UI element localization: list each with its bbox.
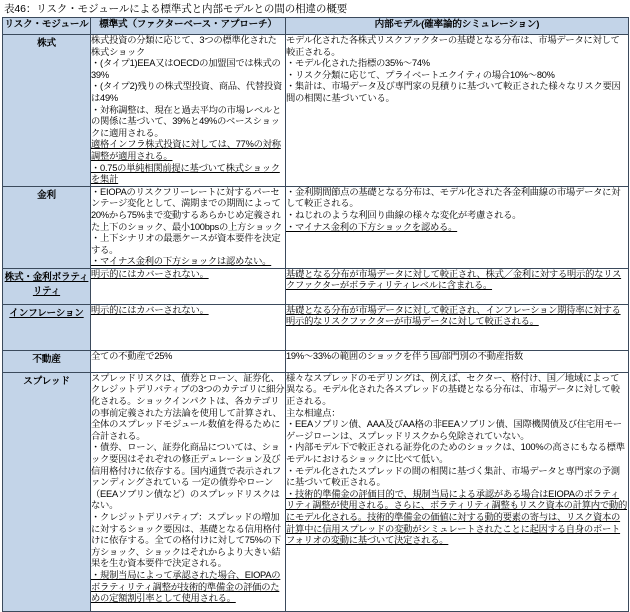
table-row [3, 372, 629, 611]
paragraph: ・マイナス金利の下方ショックを認める。 [286, 221, 458, 232]
risk-module-cell [3, 304, 91, 350]
paragraph: 基礎となる分布が市場データに対して較正され、株式／金利に対する明示的なリスクファクターがボラティリティレベルに含まれる。 [286, 268, 622, 291]
paragraph: ・対称調整は、現在と過去平均の市場レベルとの関係に基づいて、39%と49%のベースショックに適用される。 [91, 104, 281, 138]
paragraph: 19%～33%の範囲のショックを伴う国/部門別の不動産指数 [286, 350, 523, 361]
risk-module-cell [3, 372, 91, 611]
risk-module-cell [3, 186, 91, 268]
paragraph: ・集計は、市場データ及び専門家の見積りに基づいて較正された様々なリスク要因間の相関に基づいている。 [286, 81, 621, 103]
paragraph: ・リスク分類に応じて、プライベートエクイティの場合10%～80% [286, 69, 555, 80]
standard-formula-cell [91, 350, 286, 372]
table-row [3, 304, 629, 350]
header-row [3, 18, 629, 35]
table-row [3, 186, 629, 268]
risk-module-cell [3, 350, 91, 372]
paragraph: 様々なスプレッドのモデリングは、例えば、セクター、格付け、国／地域によって異なる。モデル化された各スプレッドの基礎となる分布は、市場データに対して較正される。 [286, 372, 620, 407]
standard-formula-cell [91, 304, 286, 350]
paragraph: ・クレジットデリバティブ：スプレッドの増加に対するショック要因は、基礎となる信用格付けに依存する。全ての格付けに対して75%の下方ショック、ショックはそれからより大きい結果を生む資本要件で決定される。 [91, 512, 281, 569]
table-body [3, 35, 629, 612]
header-standard-formula: 標準式（ファクターベース・アプローチ） [91, 18, 286, 35]
risk-module-label: 不動産 [32, 353, 61, 365]
header-risk-module: リスク・モジュール [3, 18, 91, 35]
paragraph: ・0.75の単純相関前提に基づいて株式ショックを集計 [91, 162, 280, 185]
paragraph: ・内部モデル下で較正される証券化のためのショックは、100%の高さにもなる標準モデルにおけるショックに比べて低い。 [286, 442, 625, 465]
table-row [3, 350, 629, 372]
paragraph: ・EIOPAのリスクフリーレートに対するパーセンテージ変化として、満期までの期間によって20%から75%まで変動するあらかじめ定義された上下のショック、最小100bpsの上方ショック [91, 186, 283, 232]
paragraph: 主な相違点： [286, 407, 341, 418]
paragraph: 全ての不動産で25% [91, 350, 173, 361]
paragraph: ・EEAソブリン債、AAA及びAA格の非EEAソブリン債、国際機関債及び住宅用モーゲージローンは、スプレッドリスクから免除されていない。 [286, 419, 622, 441]
internal-model-cell [286, 268, 629, 304]
risk-module-label: 株式・金利ボラティリティ [4, 271, 89, 297]
paragraph: 株式投資の分類に応じて、3つの標準化された株式ショック [91, 35, 277, 57]
standard-formula-cell [91, 372, 286, 611]
risk-module-cell [3, 268, 91, 304]
paragraph: ・ねじれのような利回り曲線の様々な変化が考慮される。 [286, 209, 522, 220]
table-row [3, 35, 629, 187]
risk-module-label: 株式 [37, 38, 56, 49]
risk-module-label: 金利 [37, 189, 56, 201]
paragraph: ・(タイプ2)残りの株式型投資、商品、代替投資は49% [91, 81, 283, 103]
paragraph: ・モデル化されたスプレッドの間の相関に基づく集計、市場データと専門家の予測に基づいて較正される。 [286, 465, 620, 488]
paragraph: ・モデル化された指標の35%～74% [286, 58, 430, 69]
standard-formula-cell [91, 268, 286, 304]
paragraph: 明示的にはカバーされない。 [91, 268, 209, 279]
paragraph: モデル化された各株式リスクファクターの基礎となる分布は、市場データに対して較正される。 [286, 35, 620, 57]
paragraph: 明示的にはカバーされない。 [91, 304, 209, 315]
internal-model-cell [286, 35, 629, 187]
table-header [3, 18, 629, 35]
paragraph: ・規制当局によって承認された場合、EIOPAのボラティリティ調整が技術的準備金の評価のための定額割引率として使用される。 [91, 569, 281, 604]
risk-module-cell [3, 35, 91, 187]
header-internal-model: 内部モデル(確率論的シミュレーション) [286, 18, 629, 35]
paragraph: ・(タイプ1)EEA又はOECDの加盟国では株式の39% [91, 58, 281, 80]
internal-model-cell [286, 304, 629, 350]
table-caption: 表46：リスク・モジュールによる標準式と内部モデルとの間の相違の概要 [4, 3, 348, 15]
paragraph: ・マイナス金利の下方ショックは認めない。 [91, 256, 272, 267]
internal-model-cell [286, 372, 629, 611]
paragraph: ・債券、ローン、証券化商品については、ショック要因はそれぞれの修正デュレーション及び信用格付けに依存する。国内通貨で表示されファンディングされている 一定の債券やローン（EEAソブリン債など）のスプレッドリスクはない。 [91, 442, 281, 511]
paragraph: スプレッドリスクは、債券とローン、証券化、クレジットデリバティブの3つのカテゴリに細分化される。ショックインパクトは、各カテゴリの事前定義された方法論を使用して計算され、全体のスプレッドモジュール数値を得るために合計される。 [91, 372, 285, 441]
standard-formula-cell [91, 186, 286, 268]
risk-module-label: インフレーション [9, 307, 84, 319]
internal-model-cell [286, 186, 629, 268]
paragraph: 基礎となる分布が市場データに対して較正され、インフレーション期待率に対する明示的なリスクファクターが市場データに対して較正される。 [286, 304, 621, 327]
standard-formula-cell [91, 35, 286, 187]
table-row [3, 268, 629, 304]
comparison-table [2, 17, 629, 612]
paragraph: 適格インフラ株式投資に対しては、77%の対称調整が適用される。 [91, 139, 281, 161]
paragraph: ・技術的準備金の評価目的で、規制当局による承認がある場合はEIOPAのボラティリティ調整が使用される。さらに、ボラティリティ調整もリスク資本の計算内で動的にモデル化される。技術的準備金の価値に対する動的要素の寄与は、リスク資本の計算中に信用スプレッドの変動がシミュレートされたことに起因する自身のポートフォリオの変動に基づいて決定される。 [286, 488, 627, 546]
paragraph: ・上下シナリオの最悪ケースが資本要件を決定する。 [91, 233, 281, 255]
paragraph: ・金利期間節点の基礎となる分布は、モデル化された各金利曲線の市場データに対して較正される。 [286, 186, 621, 209]
internal-model-cell [286, 350, 629, 372]
risk-module-label: スプレッド [23, 375, 70, 387]
